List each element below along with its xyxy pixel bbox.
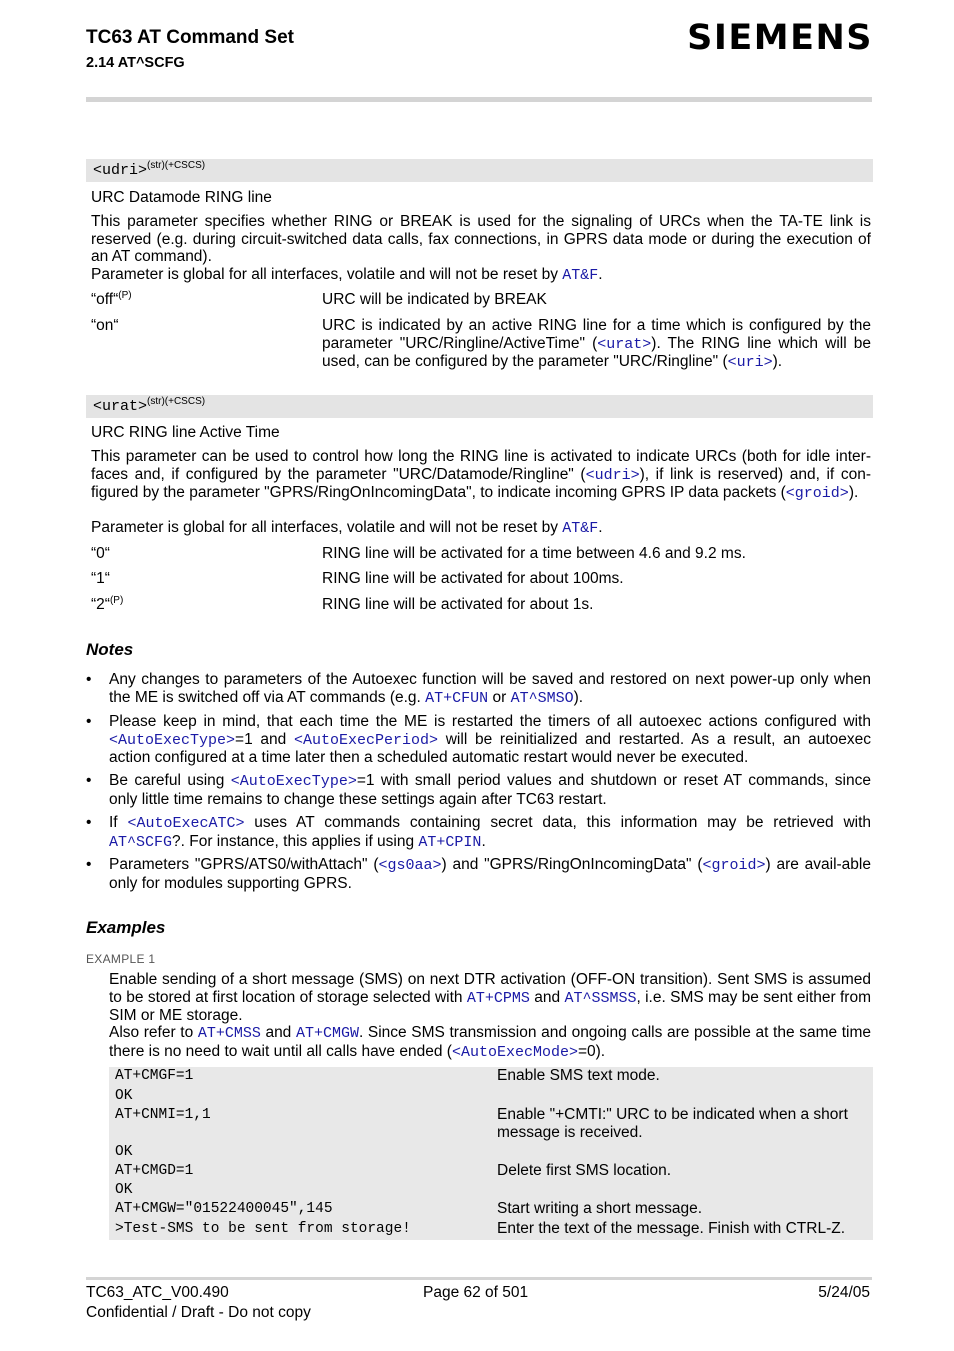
code-line: >Test-SMS to be sent from storage! [115, 1221, 411, 1237]
link-at-cpms[interactable]: AT+CPMS [466, 989, 530, 1007]
example-label: EXAMPLE 1 [86, 952, 156, 966]
note-item: Any changes to parameters of the Autoexec function will be saved and restored on next power-up only when the ME is switched off via AT commands (e.g. AT+CFUN or AT^SMSO). [109, 671, 871, 707]
value-label-on: “on“ [91, 317, 119, 334]
link-at-smso[interactable]: AT^SMSO [510, 689, 574, 707]
param-scope-udri: Parameter is global for all interfaces, volatile and will not be reset by AT&F. [91, 266, 603, 284]
code-line: AT+CMGD=1 [115, 1163, 194, 1179]
code-comment: Enable "+CMTI:" URC to be indicated when a short message is received. [497, 1106, 848, 1141]
link-gs0aa[interactable]: <gs0aa> [378, 857, 442, 874]
value-desc-on: URC is indicated by an active RING line for a time which is configured by the parameter "URC/Ringline/ActiveTime" (<urat>). The RING line which will be used, can be configured by the parameter "URC/Ringline" (<uri>). [322, 317, 871, 371]
document-title: TC63 AT Command Set [86, 27, 294, 48]
bullet-icon: • [86, 814, 92, 831]
link-autoexectype[interactable]: <AutoExecType> [230, 773, 357, 790]
value-label-0: “0“ [91, 545, 110, 562]
note-item: Please keep in mind, that each time the ME is restarted the timers of all autoexec actions configured with <AutoExecType>=1 and <AutoExecPeriod> will be reinitialized and restarted. As a result, an autoexec action configured at a time later then a scheduled automatic restart would never be executed. [109, 713, 871, 766]
link-groid[interactable]: <groid> [785, 485, 849, 502]
param-description-udri: This parameter specifies whether RING or BREAK is used for the signaling of URCs when the TA-TE link is reserved (e.g. during circuit-switched data calls, fax connections, in GPRS data mode or during the execution of an AT command). [91, 213, 871, 265]
link-at-f[interactable]: AT&F [562, 267, 599, 284]
footer-date: 5/24/05 [818, 1284, 870, 1301]
param-scope-urat: Parameter is global for all interfaces, volatile and will not be reset by AT&F. [91, 519, 603, 537]
footer-page-number: Page 62 of 501 [423, 1284, 529, 1301]
siemens-logo: SIEMENS [687, 18, 873, 58]
bullet-icon: • [86, 713, 92, 730]
code-comment: Enable SMS text mode. [497, 1067, 660, 1084]
code-line: OK [115, 1144, 133, 1160]
param-name-urat: <urat>$^{(str)(+CSCS)}$ [93, 396, 206, 415]
note-item: If <AutoExecATC> uses AT commands containing secret data, this information may be retrieved with AT^SCFG?. For instance, this applies if using AT+CPIN. [109, 814, 872, 851]
note-item: Be careful using <AutoExecType>=1 with small period values and shutdown or reset AT commands, since only little time remains to change these settings again after TC63 restart. [109, 772, 871, 808]
link-autoexecatc[interactable]: <AutoExecATC> [127, 815, 245, 832]
footer-doc-id: TC63_ATC_V00.490 [86, 1284, 229, 1301]
link-at-cpin[interactable]: AT+CPIN [418, 833, 482, 851]
code-line: AT+CMGW="01522400045",145 [115, 1201, 333, 1217]
value-desc-2: RING line will be activated for about 1s. [322, 596, 594, 613]
code-comment: Delete first SMS location. [497, 1162, 672, 1179]
section-title: 2.14 AT^SCFG [86, 55, 185, 71]
footer-divider [86, 1277, 872, 1280]
footer-confidential: Confidential / Draft - Do not copy [86, 1304, 311, 1321]
link-uri[interactable]: <uri> [727, 354, 773, 371]
code-line: AT+CMGF=1 [115, 1068, 194, 1084]
param-name-udri: <udri>$^{(str)(+CSCS)}$ [93, 160, 206, 179]
example-description: Enable sending of a short message (SMS) on next DTR activation (OFF-ON transition). Sent SMS is assumed to be stored at first location of storage selected with AT+CPMS and AT^SSMSS, i.e. SMS may be sent either from SIM or ME storage. [109, 971, 871, 1024]
code-line: AT+CNMI=1,1 [115, 1107, 211, 1123]
link-urat[interactable]: <urat> [597, 335, 652, 353]
bullet-icon: • [86, 856, 92, 873]
param-description-urat: This parameter can be used to control how long the RING line is activated to indicate URCs (both for idle inter-faces and, if configured by the parameter "URC/Datamode/Ringline" (<udri>), if link is reserved) and, if con-figured by the parameter "GPRS/RingOnIncomingData", to indicate incoming GPRS IP data packets (<groid>). [91, 448, 871, 502]
value-desc-1: RING line will be activated for about 100ms. [322, 570, 624, 587]
param-header-udri [86, 159, 873, 182]
code-comment: Enter the text of the message. Finish with CTRL-Z. [497, 1220, 846, 1237]
param-subtitle-udri: URC Datamode RING line [91, 189, 272, 206]
bullet-icon: • [86, 671, 92, 688]
link-autoexecperiod[interactable]: <AutoExecPeriod> [294, 731, 439, 749]
link-at-f[interactable]: AT&F [562, 520, 599, 537]
example-reference: Also refer to AT+CMSS and AT+CMGW. Since SMS transmission and ongoing calls are possible at the same time there is no need to wait until all calls have ended (<AutoExecMode>=0). [109, 1024, 871, 1061]
link-autoexectype[interactable]: <AutoExecType> [109, 731, 236, 749]
link-groid[interactable]: <groid> [702, 857, 766, 874]
link-udri[interactable]: <udri> [585, 466, 640, 484]
link-at-cmss[interactable]: AT+CMSS [197, 1025, 261, 1042]
value-label-1: “1“ [91, 570, 110, 587]
link-at-scfg[interactable]: AT^SCFG [109, 833, 173, 851]
code-line: OK [115, 1088, 133, 1104]
code-comment: Start writing a short message. [497, 1200, 703, 1217]
value-desc-0: RING line will be activated for a time between 4.6 and 9.2 ms. [322, 545, 746, 562]
value-label-2: “2“$^{(P)}$ [91, 595, 124, 613]
note-item: Parameters "GPRS/ATS0/withAttach" (<gs0aa>) and "GPRS/RingOnIncomingData" (<groid>) are avail-able only for modules supporting GPRS. [109, 856, 871, 892]
value-desc-off: URC will be indicated by BREAK [322, 291, 547, 308]
value-label-off: “off“$^{(P)}$ [91, 290, 132, 308]
link-at-ssmss[interactable]: AT^SSMSS [564, 989, 637, 1007]
link-autoexecmode[interactable]: <AutoExecMode> [451, 1043, 578, 1061]
link-at-cmgw[interactable]: AT+CMGW [295, 1025, 359, 1042]
examples-heading: Examples [86, 918, 166, 937]
param-header-urat [86, 395, 873, 418]
notes-heading: Notes [86, 640, 134, 659]
param-subtitle-urat: URC RING line Active Time [91, 424, 280, 441]
code-line: OK [115, 1182, 133, 1198]
link-at-cfun[interactable]: AT+CFUN [425, 689, 489, 707]
header-divider [86, 97, 872, 102]
bullet-icon: • [86, 772, 92, 789]
